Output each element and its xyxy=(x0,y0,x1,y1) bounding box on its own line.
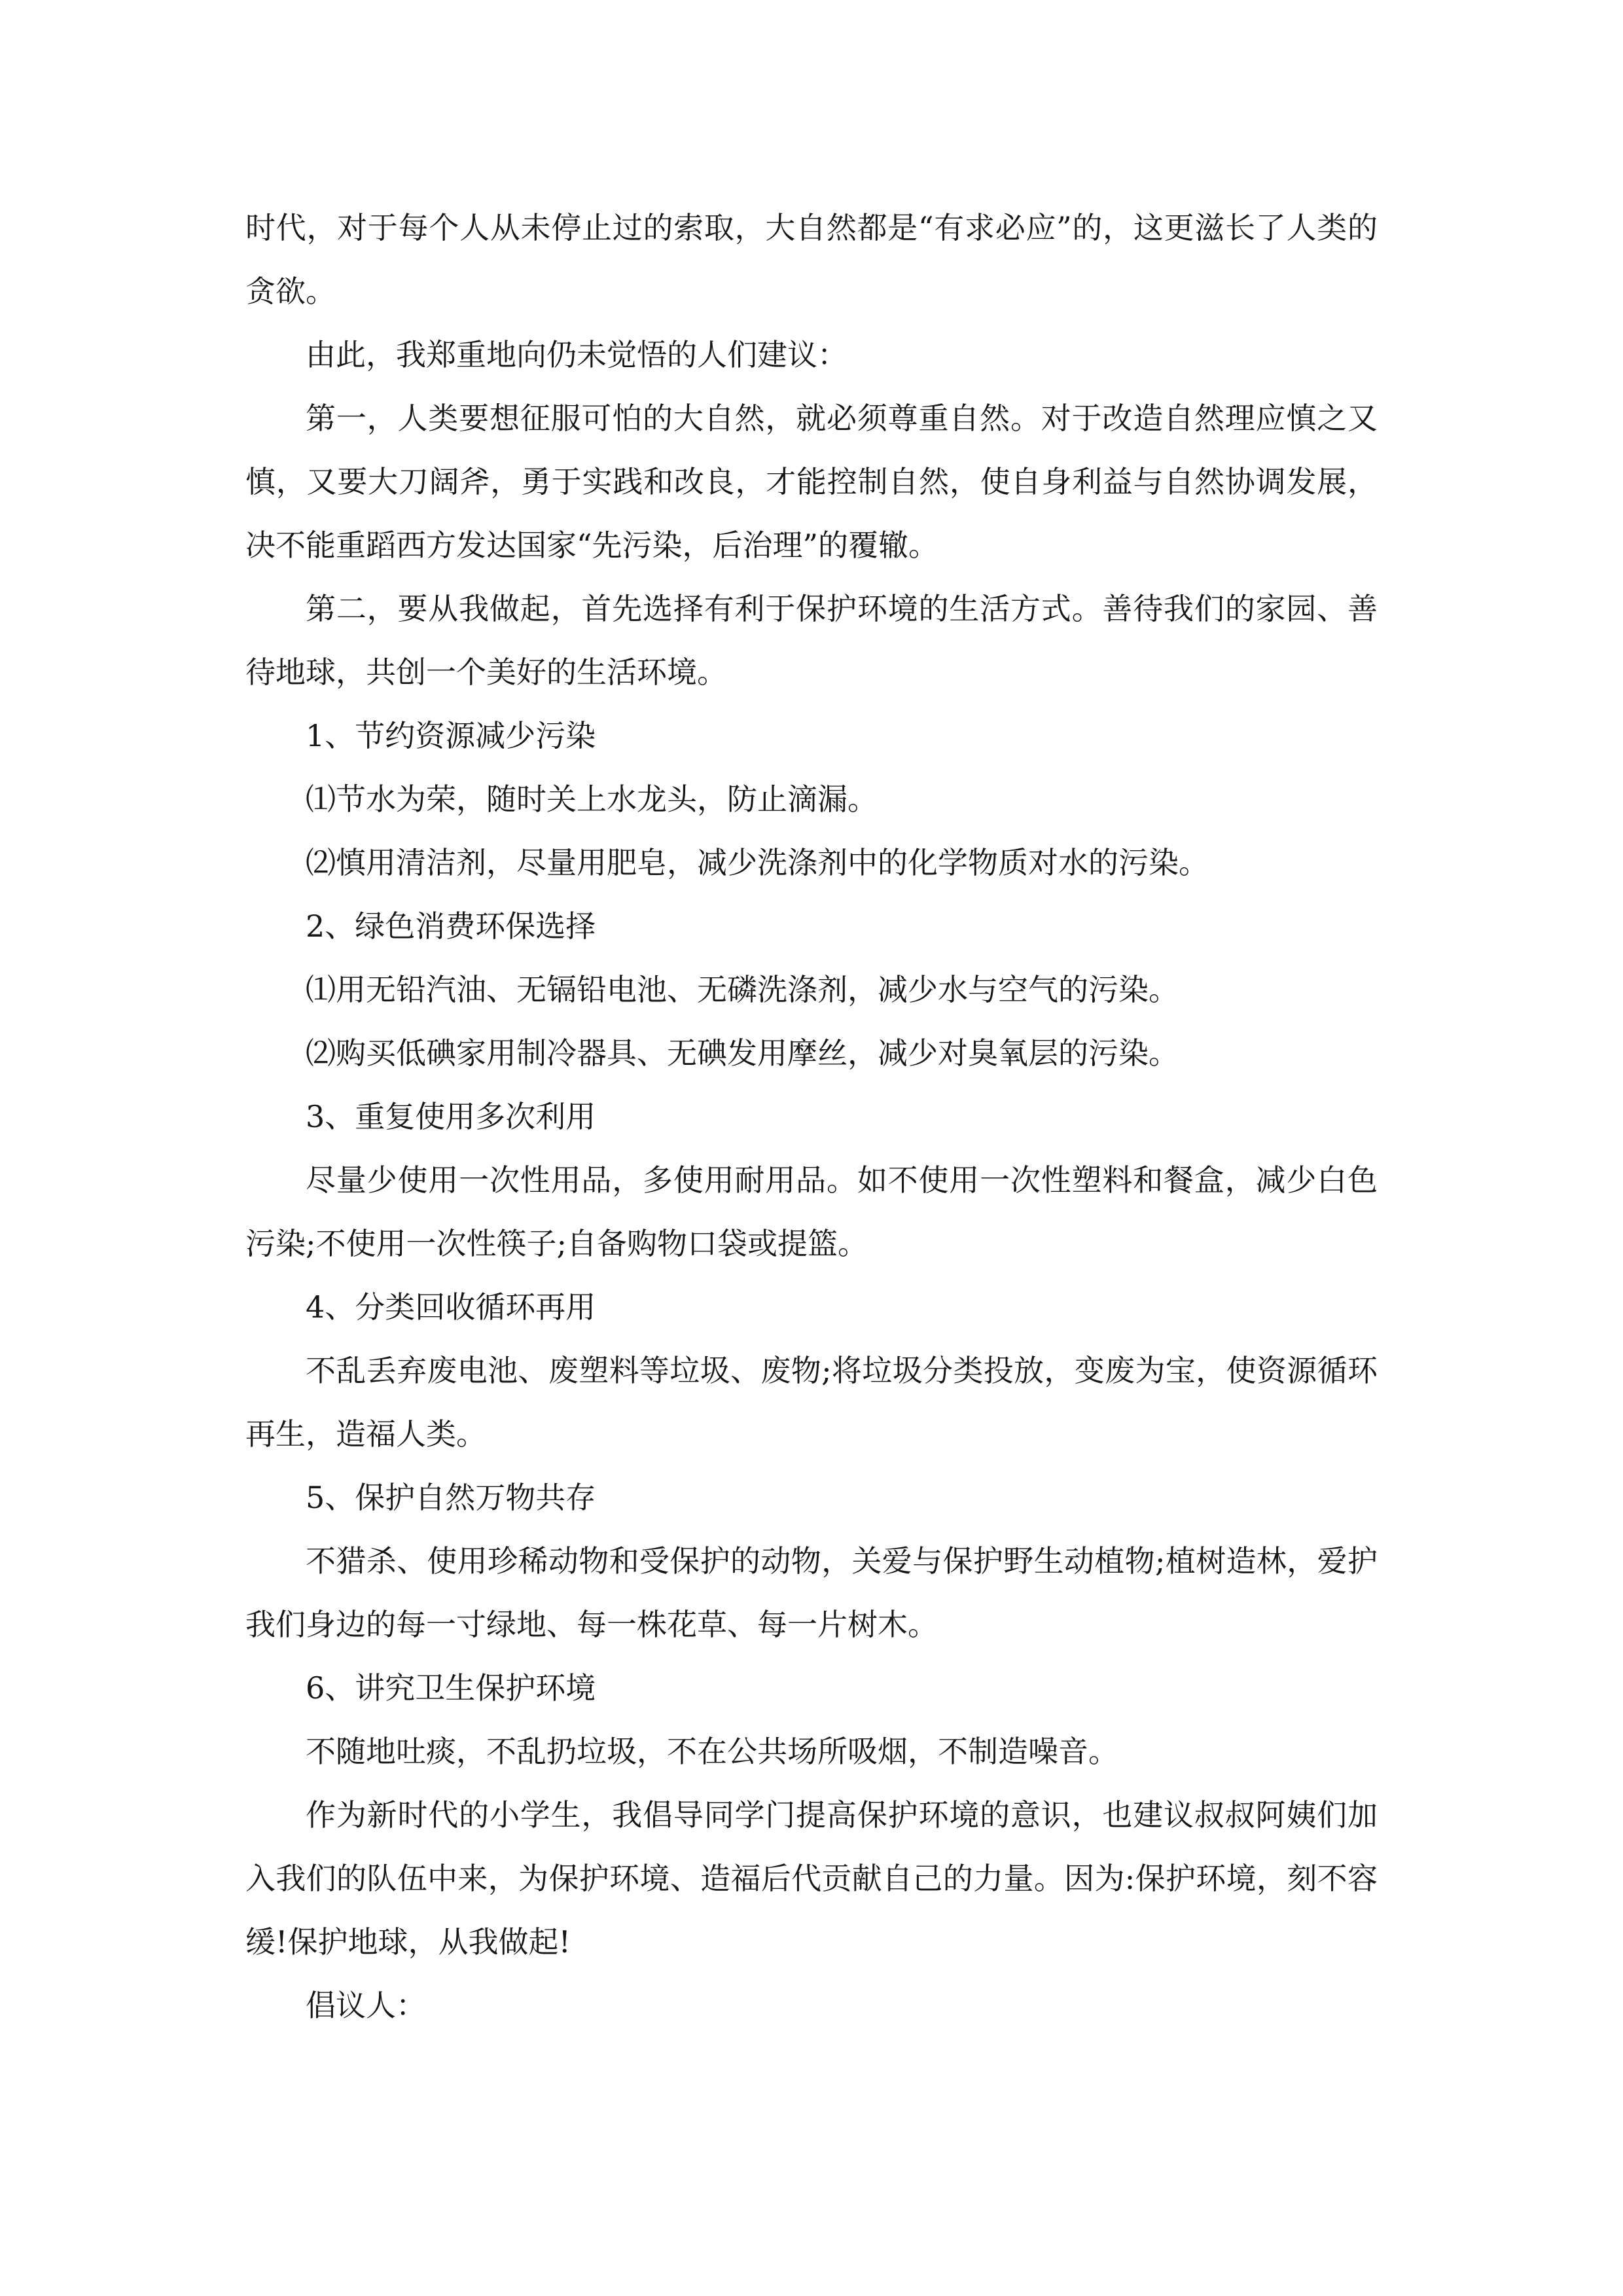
section-heading-5: 5、保护自然万物共存 xyxy=(306,1480,596,1515)
list-item: ⑴节水为荣，随时关上水龙头，防止滴漏。 xyxy=(306,781,878,817)
section-heading-6: 6、讲究卫生保护环境 xyxy=(306,1670,596,1706)
paragraph-continuation: 时代，对于每个人从未停止过的索取，大自然都是“有求必应”的，这更滋长了人类的贪欲。 xyxy=(245,210,1378,309)
section-heading-4: 4、分类回收循环再用 xyxy=(306,1289,596,1325)
paragraph-first-point: 第一，人类要想征服可怕的大自然，就必须尊重自然。对于改造自然理应慎之又慎，又要大刀阔斧，勇于实践和改良，才能控制自然，使自身利益与自然协调发展，决不能重蹈西方发达国家“先污染，后治理”的覆辙。 xyxy=(245,401,1378,563)
document-body xyxy=(245,196,1378,2037)
paragraph-second-point: 第二，要从我做起，首先选择有利于保护环境的生活方式。善待我们的家园、善待地球，共创一个美好的生活环境。 xyxy=(245,591,1378,690)
section-body-4: 不乱丢弃废电池、废塑料等垃圾、废物;将垃圾分类投放，变废为宝，使资源循环再生，造福人类。 xyxy=(245,1353,1378,1452)
section-body-5: 不猎杀、使用珍稀动物和受保护的动物，关爱与保护野生动植物;植树造林，爱护我们身边的每一寸绿地、每一株花草、每一片树木。 xyxy=(245,1543,1378,1642)
section-heading-3: 3、重复使用多次利用 xyxy=(306,1099,596,1134)
list-item: ⑵慎用清洁剂，尽量用肥皂，减少洗涤剂中的化学物质对水的污染。 xyxy=(306,845,1209,880)
paragraph-conclusion: 作为新时代的小学生，我倡导同学门提高保护环境的意识，也建议叔叔阿姨们加入我们的队伍中来，为保护环境、造福后代贡献自己的力量。因为:保护环境，刻不容缓!保护地球，从我做起! xyxy=(245,1797,1378,1960)
paragraph-intro: 由此，我郑重地向仍未觉悟的人们建议： xyxy=(306,337,847,372)
section-heading-2: 2、绿色消费环保选择 xyxy=(306,908,596,944)
signature-label: 倡议人： xyxy=(306,1988,426,2023)
section-heading-1: 1、节约资源减少污染 xyxy=(306,718,596,753)
list-item: ⑵购买低碘家用制冷器具、无碘发用摩丝，减少对臭氧层的污染。 xyxy=(306,1035,1179,1071)
section-body-6: 不随地吐痰，不乱扔垃圾，不在公共场所吸烟，不制造噪音。 xyxy=(306,1734,1118,1769)
list-item: ⑴用无铅汽油、无镉铅电池、无磷洗涤剂，减少水与空气的污染。 xyxy=(306,972,1179,1007)
section-body-3: 尽量少使用一次性用品，多使用耐用品。如不使用一次性塑料和餐盒，减少白色污染;不使用一次性筷子;自备购物口袋或提篮。 xyxy=(245,1162,1378,1261)
